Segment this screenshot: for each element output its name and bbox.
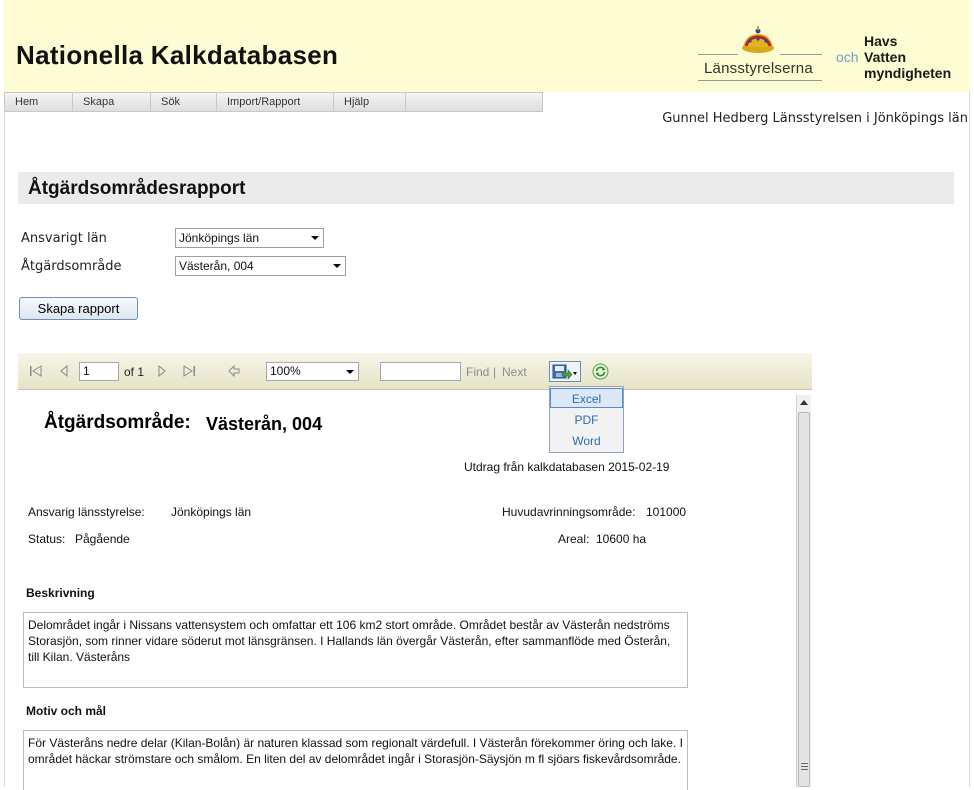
hav-line-1: Havs (864, 33, 898, 49)
beskrivning-box: Delområdet ingår i Nissans vattensystem och omfattar ett 106 km2 stort område. Området består av Västerån nedströms Storasjön, som rinner vidare söderut mot länsgränsen. I Hallands län övergår Västerån, efter sammanflöde med Österån, till Kilan. Västeråns (23, 612, 688, 688)
motiv-heading: Motiv och mål (26, 704, 107, 718)
huvud-label: Huvudavrinningsområde: (502, 505, 636, 519)
beskrivning-heading: Beskrivning (26, 586, 95, 600)
nav-item-import-rapport[interactable]: Import/Rapport (217, 93, 334, 111)
prev-page-icon[interactable] (59, 365, 69, 377)
report-title-value: Västerån, 004 (206, 414, 323, 434)
logo-line-right (780, 54, 822, 55)
havs-vatten-logo (864, 33, 951, 81)
chevron-down-icon (346, 370, 354, 374)
save-export-icon (552, 364, 578, 380)
page-heading-bar (18, 172, 954, 204)
first-page-icon[interactable] (29, 365, 43, 377)
page-count: of 1 (124, 365, 145, 379)
create-report-button[interactable]: Skapa rapport (19, 297, 138, 320)
export-button[interactable] (549, 361, 581, 382)
report-toolbar (18, 353, 812, 390)
next-page-icon[interactable] (157, 365, 167, 377)
scroll-up-icon[interactable] (797, 395, 811, 411)
refresh-icon[interactable] (592, 363, 609, 380)
grip-icon (801, 763, 808, 770)
chevron-down-icon (333, 264, 341, 268)
zoom-select[interactable] (266, 362, 359, 381)
nav-item-skapa[interactable]: Skapa (73, 93, 151, 111)
areal-value: 10600 ha (596, 532, 647, 546)
lan-label: Ansvarigt län (21, 231, 107, 246)
find-link[interactable]: Find (466, 365, 490, 379)
page-number-input[interactable]: 1 (79, 362, 119, 381)
lansstyrelserna-logo (698, 26, 822, 84)
nav-item-hem[interactable]: Hem (5, 93, 73, 111)
back-icon[interactable] (228, 365, 240, 377)
report-viewer (18, 390, 812, 787)
report-scrollbar[interactable] (796, 395, 811, 787)
chevron-down-icon (311, 236, 319, 240)
status-label: Status: (28, 532, 66, 546)
omrade-select[interactable] (175, 256, 346, 276)
nav-item-hjalp[interactable]: Hjälp (334, 93, 406, 111)
last-page-icon[interactable] (182, 365, 196, 377)
page-title: Åtgärdsområdesrapport (28, 178, 246, 199)
areal-label: Areal: (558, 532, 590, 546)
report-extract-date: Utdrag från kalkdatabasen 2015-02-19 (464, 460, 670, 474)
hav-och-text: och (836, 49, 859, 65)
omrade-label: Åtgärdsområde (21, 259, 122, 274)
main-nav (4, 92, 543, 112)
next-link[interactable]: Next (502, 365, 527, 379)
site-title: Nationella Kalkdatabasen (16, 40, 339, 70)
omrade-select-value: Västerån, 004 (179, 259, 254, 273)
export-word[interactable]: Word (572, 434, 601, 448)
huvud-value: 101000 (646, 505, 687, 519)
hav-line-3: myndigheten (864, 65, 952, 81)
lan-select[interactable] (175, 228, 324, 248)
find-separator: | (493, 365, 497, 379)
zoom-value: 100% (270, 364, 301, 378)
export-excel[interactable]: Excel (550, 388, 623, 408)
motiv-box: För Västeråns nedre delar (Kilan-Bolån) är naturen klassad som regionalt värdefull. I Västerån förekommer öring och lake. I området häckar strömstare och smålom. En liten del av delområdet ingår i Storasjön-Säysjön m fl sjöars fiskevårdsområde. (23, 730, 688, 790)
find-input[interactable] (380, 362, 461, 381)
scroll-thumb[interactable] (798, 412, 810, 787)
logo-underline (698, 80, 822, 81)
nav-item-sok[interactable]: Sök (151, 93, 217, 111)
ansvarig-value: Jönköpings län (171, 505, 252, 519)
export-menu (549, 386, 624, 453)
site-header (4, 0, 970, 92)
export-pdf[interactable]: PDF (574, 413, 599, 427)
hav-line-2: Vatten (864, 49, 907, 65)
crown-icon (740, 26, 776, 56)
status-value: Pågående (75, 532, 130, 546)
lan-select-value: Jönköpings län (179, 231, 260, 245)
logo-line-left (698, 54, 738, 55)
lansstyrelserna-text: Länsstyrelserna (704, 60, 813, 77)
report-title-label: Åtgärdsområde: (44, 412, 191, 433)
logged-in-user: Gunnel Hedberg Länsstyrelsen i Jönköpings län (662, 111, 968, 126)
ansvarig-label: Ansvarig länsstyrelse: (28, 505, 145, 519)
